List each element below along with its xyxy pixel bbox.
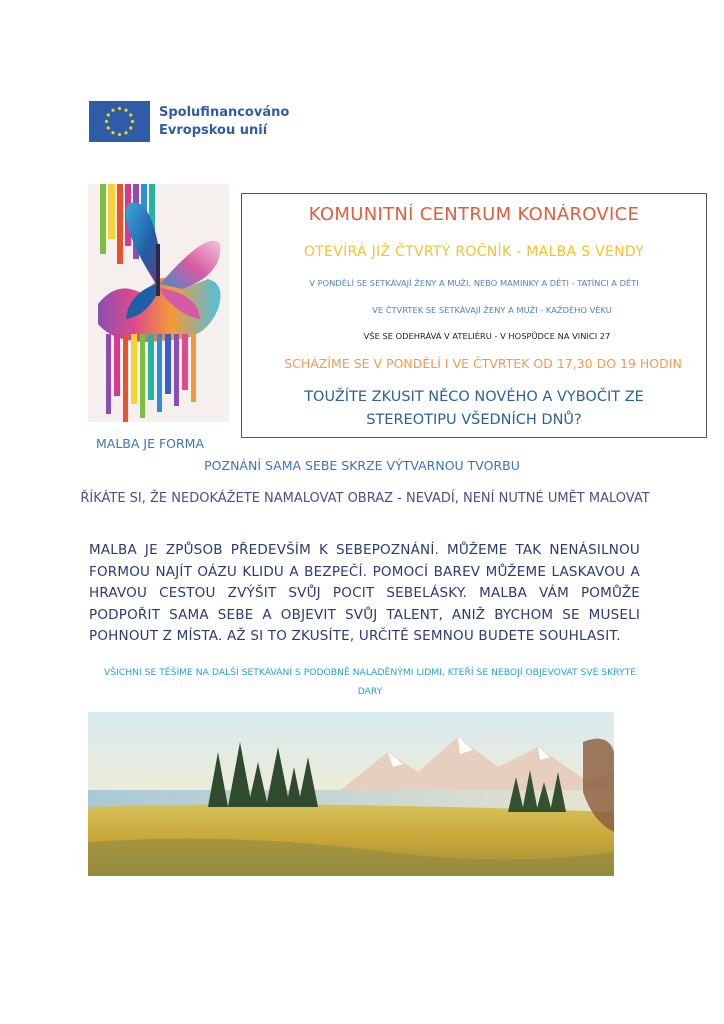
eu-star-icon bbox=[105, 120, 108, 123]
eu-cofinancing-logo bbox=[89, 101, 289, 142]
location-info: VŠE SE ODEHRÁVÁ V ATELIÉRU - V HOSPŮDCE NA VINICI 27 bbox=[363, 331, 611, 341]
eu-star-icon bbox=[124, 131, 127, 134]
invitation-question: TOUŽÍTE ZKUSIT NĚCO NOVÉHO A VYBOČIT ZE STEREOTIPU VŠEDNÍCH DNŮ? bbox=[304, 389, 644, 428]
eu-star-icon bbox=[111, 131, 114, 134]
eu-star-icon bbox=[107, 113, 110, 116]
eu-logo-line2: Evropskou unií bbox=[159, 122, 268, 138]
course-subtitle: OTEVÍRÁ JIŽ ČTVRTÝ ROČNÍK - MALBA S VENDY bbox=[303, 244, 645, 260]
eu-logo-line1: Spolufinancováno bbox=[159, 104, 290, 120]
malba-forma-text: MALBA JE FORMA bbox=[96, 436, 205, 451]
eu-star-icon bbox=[111, 109, 114, 112]
eu-star-icon bbox=[129, 126, 132, 129]
eu-logo-text bbox=[159, 104, 289, 140]
eu-star-icon bbox=[129, 113, 132, 116]
meeting-hours: SCHÁZÍME SE V PONDĚLÍ I VE ČTVRTEK OD 17,30 DO 19 HODIN bbox=[284, 356, 682, 371]
eu-star-icon bbox=[118, 133, 121, 136]
closing-text: VŠICHNI SE TĚŠÍME NA DALŠÍ SETKÁVÁNÍ S PODOBNĚ NALADĚNÝMI LIDMI, KTEŘÍ SE NEBOJÍ OBJEVOVAT SVÉ SKRYTÉ DARY bbox=[103, 667, 637, 697]
announcement-box bbox=[241, 193, 707, 438]
reassurance-text: ŘÍKÁTE SI, ŽE NEDOKÁŽETE NAMALOVAT OBRAZ - NEVADÍ, NENÍ NUTNÉ UMĚT MALOVAT bbox=[80, 491, 650, 506]
centre-title: KOMUNITNÍ CENTRUM KONÁROVICE bbox=[308, 204, 640, 225]
eu-flag-icon bbox=[89, 101, 150, 142]
eu-star-icon bbox=[124, 109, 127, 112]
eu-star-icon bbox=[107, 126, 110, 129]
eu-star-icon bbox=[118, 107, 121, 110]
main-paragraph: MALBA JE ZPŮSOB PŘEDEVŠÍM K SEBEPOZNÁNÍ. MŮŽEME TAK NENÁSILNOU FORMOU NAJÍT OÁZU KLIDU A BEZPEČÍ. POMOCÍ BAREV MŮŽEME LASKAVOU A HRAVOU CESTOU ZVÝŠIT SVŮJ POCIT SEBELÁSKY. MALBA VÁM POMŮŽE PODPOŘIT SAMA SEBE A OBJEVIT SVŮJ TALENT, ANIŽ BYCHOM SE MUSELI POHNOUT Z MÍSTA. AŽ SI TO ZKUSÍTE, URČITĚ SEMNOU BUDETE SOUHLASIT. bbox=[89, 542, 640, 644]
mountain-lake-landscape-painting bbox=[88, 712, 614, 876]
monday-info: V PONDĚLÍ SE SETKÁVAJÍ ŽENY A MUŽI, NEBO MAMINKY A DĚTI - TATÍNCI A DĚTI bbox=[309, 278, 639, 288]
eu-star-icon bbox=[131, 120, 134, 123]
butterfly-hand-painting bbox=[88, 184, 229, 422]
self-knowledge-text: POZNÁNÍ SAMA SEBE SKRZE VÝTVARNOU TVORBU bbox=[204, 458, 520, 473]
thursday-info: VE ČTVRTEK SE SETKÁVAJÍ ŽENY A MUŽI - KAŽDÉHO VĚKU bbox=[372, 305, 612, 315]
